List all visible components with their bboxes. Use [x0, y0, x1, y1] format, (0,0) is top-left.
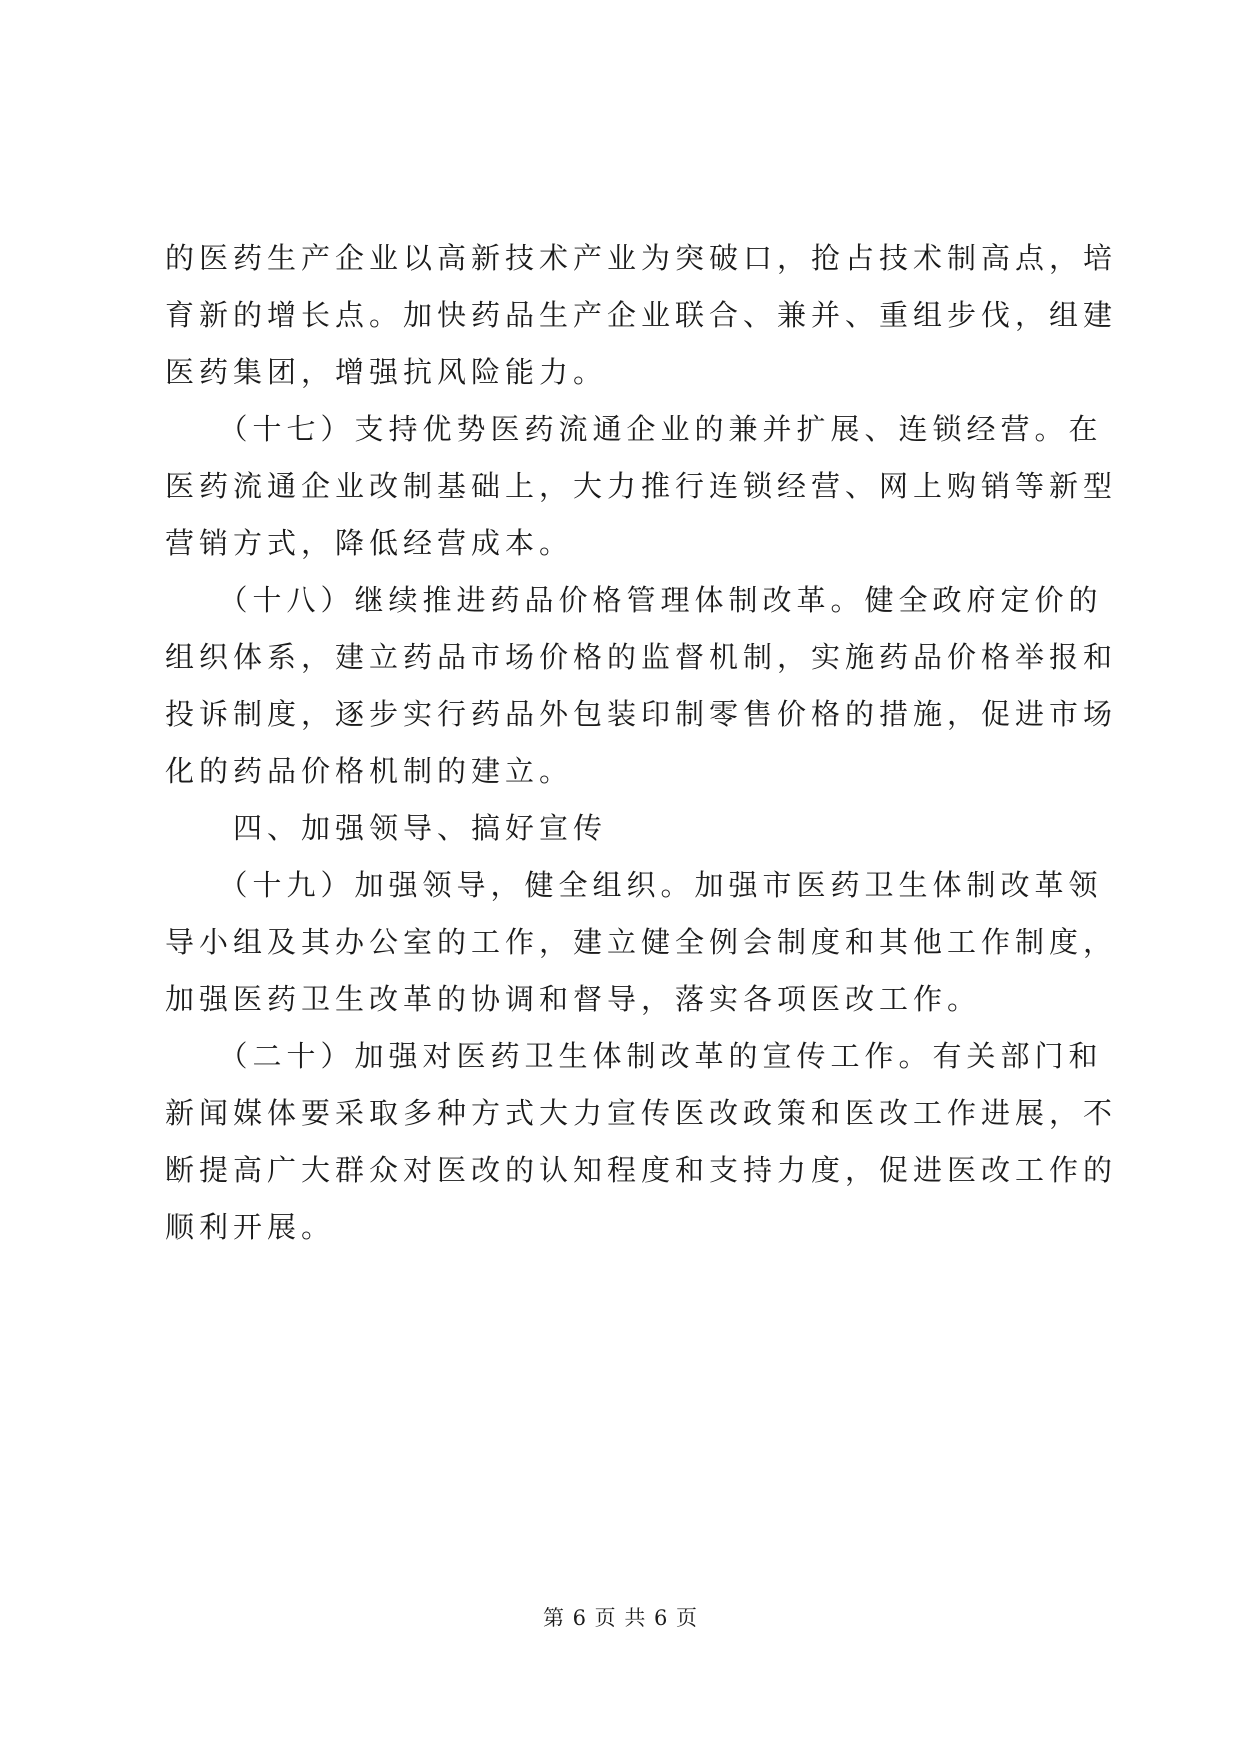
- text-line: 投诉制度，逐步实行药品外包装印制零售价格的措施，促进市场: [165, 697, 1118, 731]
- body-text: [165, 230, 1118, 1256]
- text-line: 化的药品价格机制的建立。: [165, 754, 574, 788]
- text-line: （十九）加强领导，健全组织。加强市医药卫生体制改革领: [165, 868, 1103, 902]
- text-line: 导小组及其办公室的工作，建立健全例会制度和其他工作制度，: [165, 925, 1118, 959]
- text-line: 医药集团，增强抗风险能力。: [165, 355, 608, 389]
- text-line: （二十）加强对医药卫生体制改革的宣传工作。有关部门和: [165, 1039, 1103, 1073]
- text-line: 营销方式，降低经营成本。: [165, 526, 574, 560]
- text-line: 医药流通企业改制基础上，大力推行连锁经营、网上购销等新型: [165, 469, 1118, 503]
- text-line: （十八）继续推进药品价格管理体制改革。健全政府定价的: [165, 583, 1103, 617]
- text-line: 断提高广大群众对医改的认知程度和支持力度，促进医改工作的: [165, 1153, 1118, 1187]
- text-line: 育新的增长点。加快药品生产企业联合、兼并、重组步伐，组建: [165, 298, 1118, 332]
- text-line: 加强医药卫生改革的协调和督导，落实各项医改工作。: [165, 982, 982, 1016]
- text-line: 新闻媒体要采取多种方式大力宣传医改政策和医改工作进展，不: [165, 1096, 1118, 1130]
- text-line: 组织体系，建立药品市场价格的监督机制，实施药品价格举报和: [165, 640, 1118, 674]
- page-number-footer: 第 6 页 共 6 页: [542, 1606, 699, 1630]
- text-line: （十七）支持优势医药流通企业的兼并扩展、连锁经营。在: [165, 412, 1103, 446]
- text-line: 的医药生产企业以高新技术产业为突破口，抢占技术制高点，培: [165, 241, 1118, 275]
- section-heading: 四、加强领导、搞好宣传: [165, 811, 608, 845]
- text-line: 顺利开展。: [165, 1210, 336, 1244]
